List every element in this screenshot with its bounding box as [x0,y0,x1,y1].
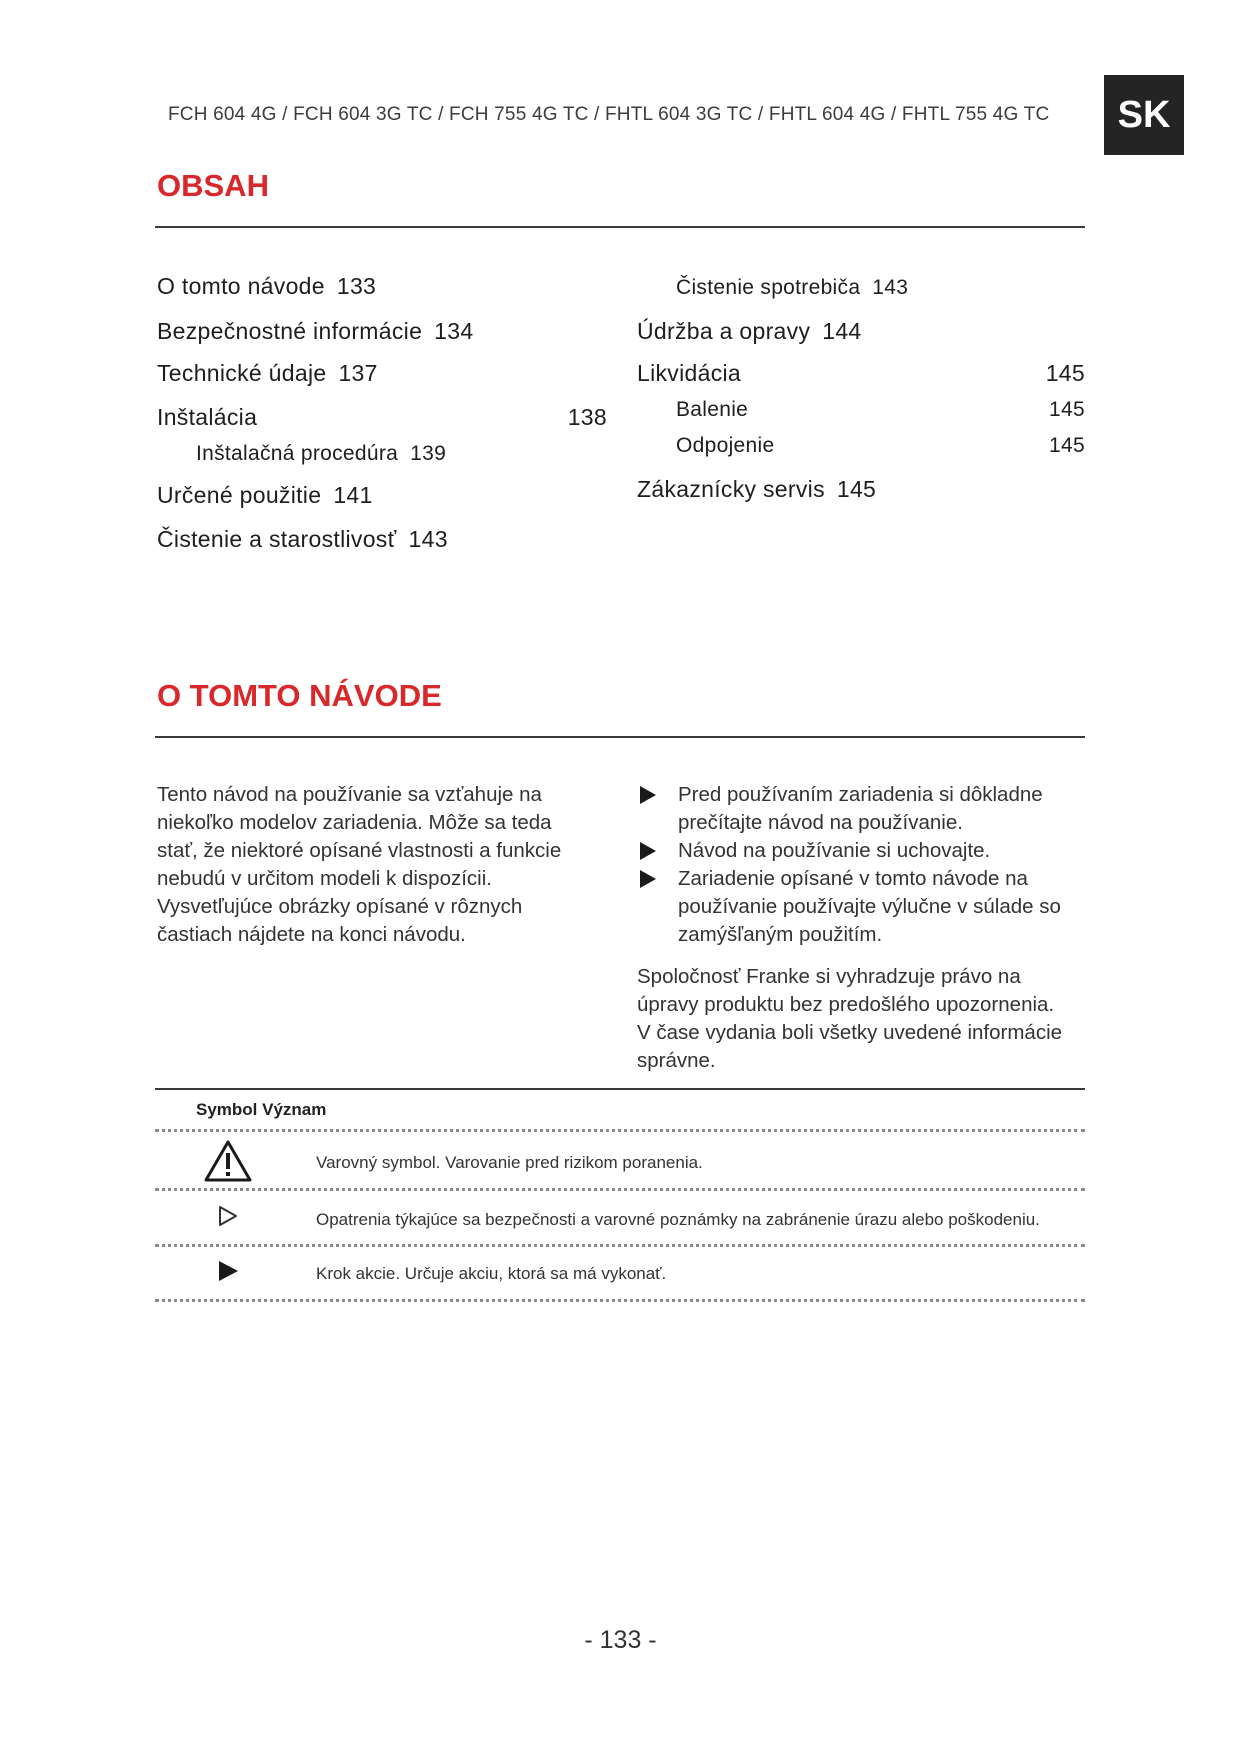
list-item: Zariadenie opísané v tomto návode na používanie používajte výlučne v súlade so zamýšľaným použitím. [640,865,1090,949]
toc-entry[interactable]: O tomto návode 133 [157,273,377,299]
section-title: O TOMTO NÁVODE [157,678,442,713]
toc-entry[interactable]: Čistenie a starostlivosť 143 [157,526,448,552]
symbol-meaning: Varovný symbol. Varovanie pred rizikom poranenia. [316,1153,703,1172]
warning-triangle-icon [200,1139,256,1183]
symbol-table-header: Symbol Význam [196,1100,327,1119]
action-arrow-icon [640,842,656,860]
list-item: Pred používaním zariadenia si dôkladne prečítajte návod na používanie. [640,781,1090,837]
toc-subentry[interactable]: Balenie 145 [676,398,1085,421]
symbol-meaning: Opatrenia týkajúce sa bezpečnosti a varovné poznámky na zabránenie úrazu alebo poškodeniu. [316,1210,1040,1229]
toc-subentry[interactable]: Odpojenie 145 [676,434,1085,457]
table-rule [155,1088,1085,1090]
list-item: Návod na používanie si uchovajte. [640,837,1090,865]
toc-subentry[interactable]: Inštalačná procedúra 139 [196,442,447,465]
table-divider [155,1244,1085,1247]
action-arrow-icon [640,870,656,888]
filled-arrow-icon [200,1260,256,1282]
toc-entry[interactable]: Zákaznícky servis 145 [637,476,877,502]
toc-entry[interactable]: Určené použitie 141 [157,482,373,508]
toc-subentry[interactable]: Čistenie spotrebiča 143 [676,276,909,299]
action-arrow-icon [640,786,656,804]
table-divider [155,1188,1085,1191]
language-badge: SK [1104,75,1184,155]
toc-entry[interactable]: Inštalácia 138 [157,404,607,430]
instruction-list [640,781,1090,949]
intro-paragraph: Tento návod na používanie sa vzťahuje na niekoľko modelov zariadenia. Môže sa teda stať, že niektoré opísané vlastnosti a funkcie nebudú v určitom modeli k dispozícii. Vysvetľujúce obrázky opísané v rôznych častiach nájdete na konci návodu. [157,783,562,946]
toc-entry[interactable]: Likvidácia 145 [637,360,1085,386]
page-number: - 133 - [584,1626,657,1654]
disclaimer-paragraph: Spoločnosť Franke si vyhradzuje právo na úpravy produktu bez predošlého upozornenia. V čase vydania boli všetky uvedené informácie správne. [637,965,1063,1072]
model-list: FCH 604 4G / FCH 604 3G TC / FCH 755 4G TC / FHTL 604 3G TC / FHTL 604 4G / FHTL 755 4G TC [168,104,1050,125]
outline-arrow-icon [200,1205,256,1227]
toc-entry[interactable]: Údržba a opravy 144 [637,318,862,344]
symbol-meaning: Krok akcie. Určuje akciu, ktorá sa má vykonať. [316,1264,667,1283]
toc-title: OBSAH [157,168,269,203]
table-divider [155,1129,1085,1132]
toc-entry[interactable]: Technické údaje 137 [157,360,378,386]
section-rule [155,736,1085,738]
toc-rule [155,226,1085,228]
toc-entry[interactable]: Bezpečnostné informácie 134 [157,318,474,344]
table-divider [155,1299,1085,1302]
